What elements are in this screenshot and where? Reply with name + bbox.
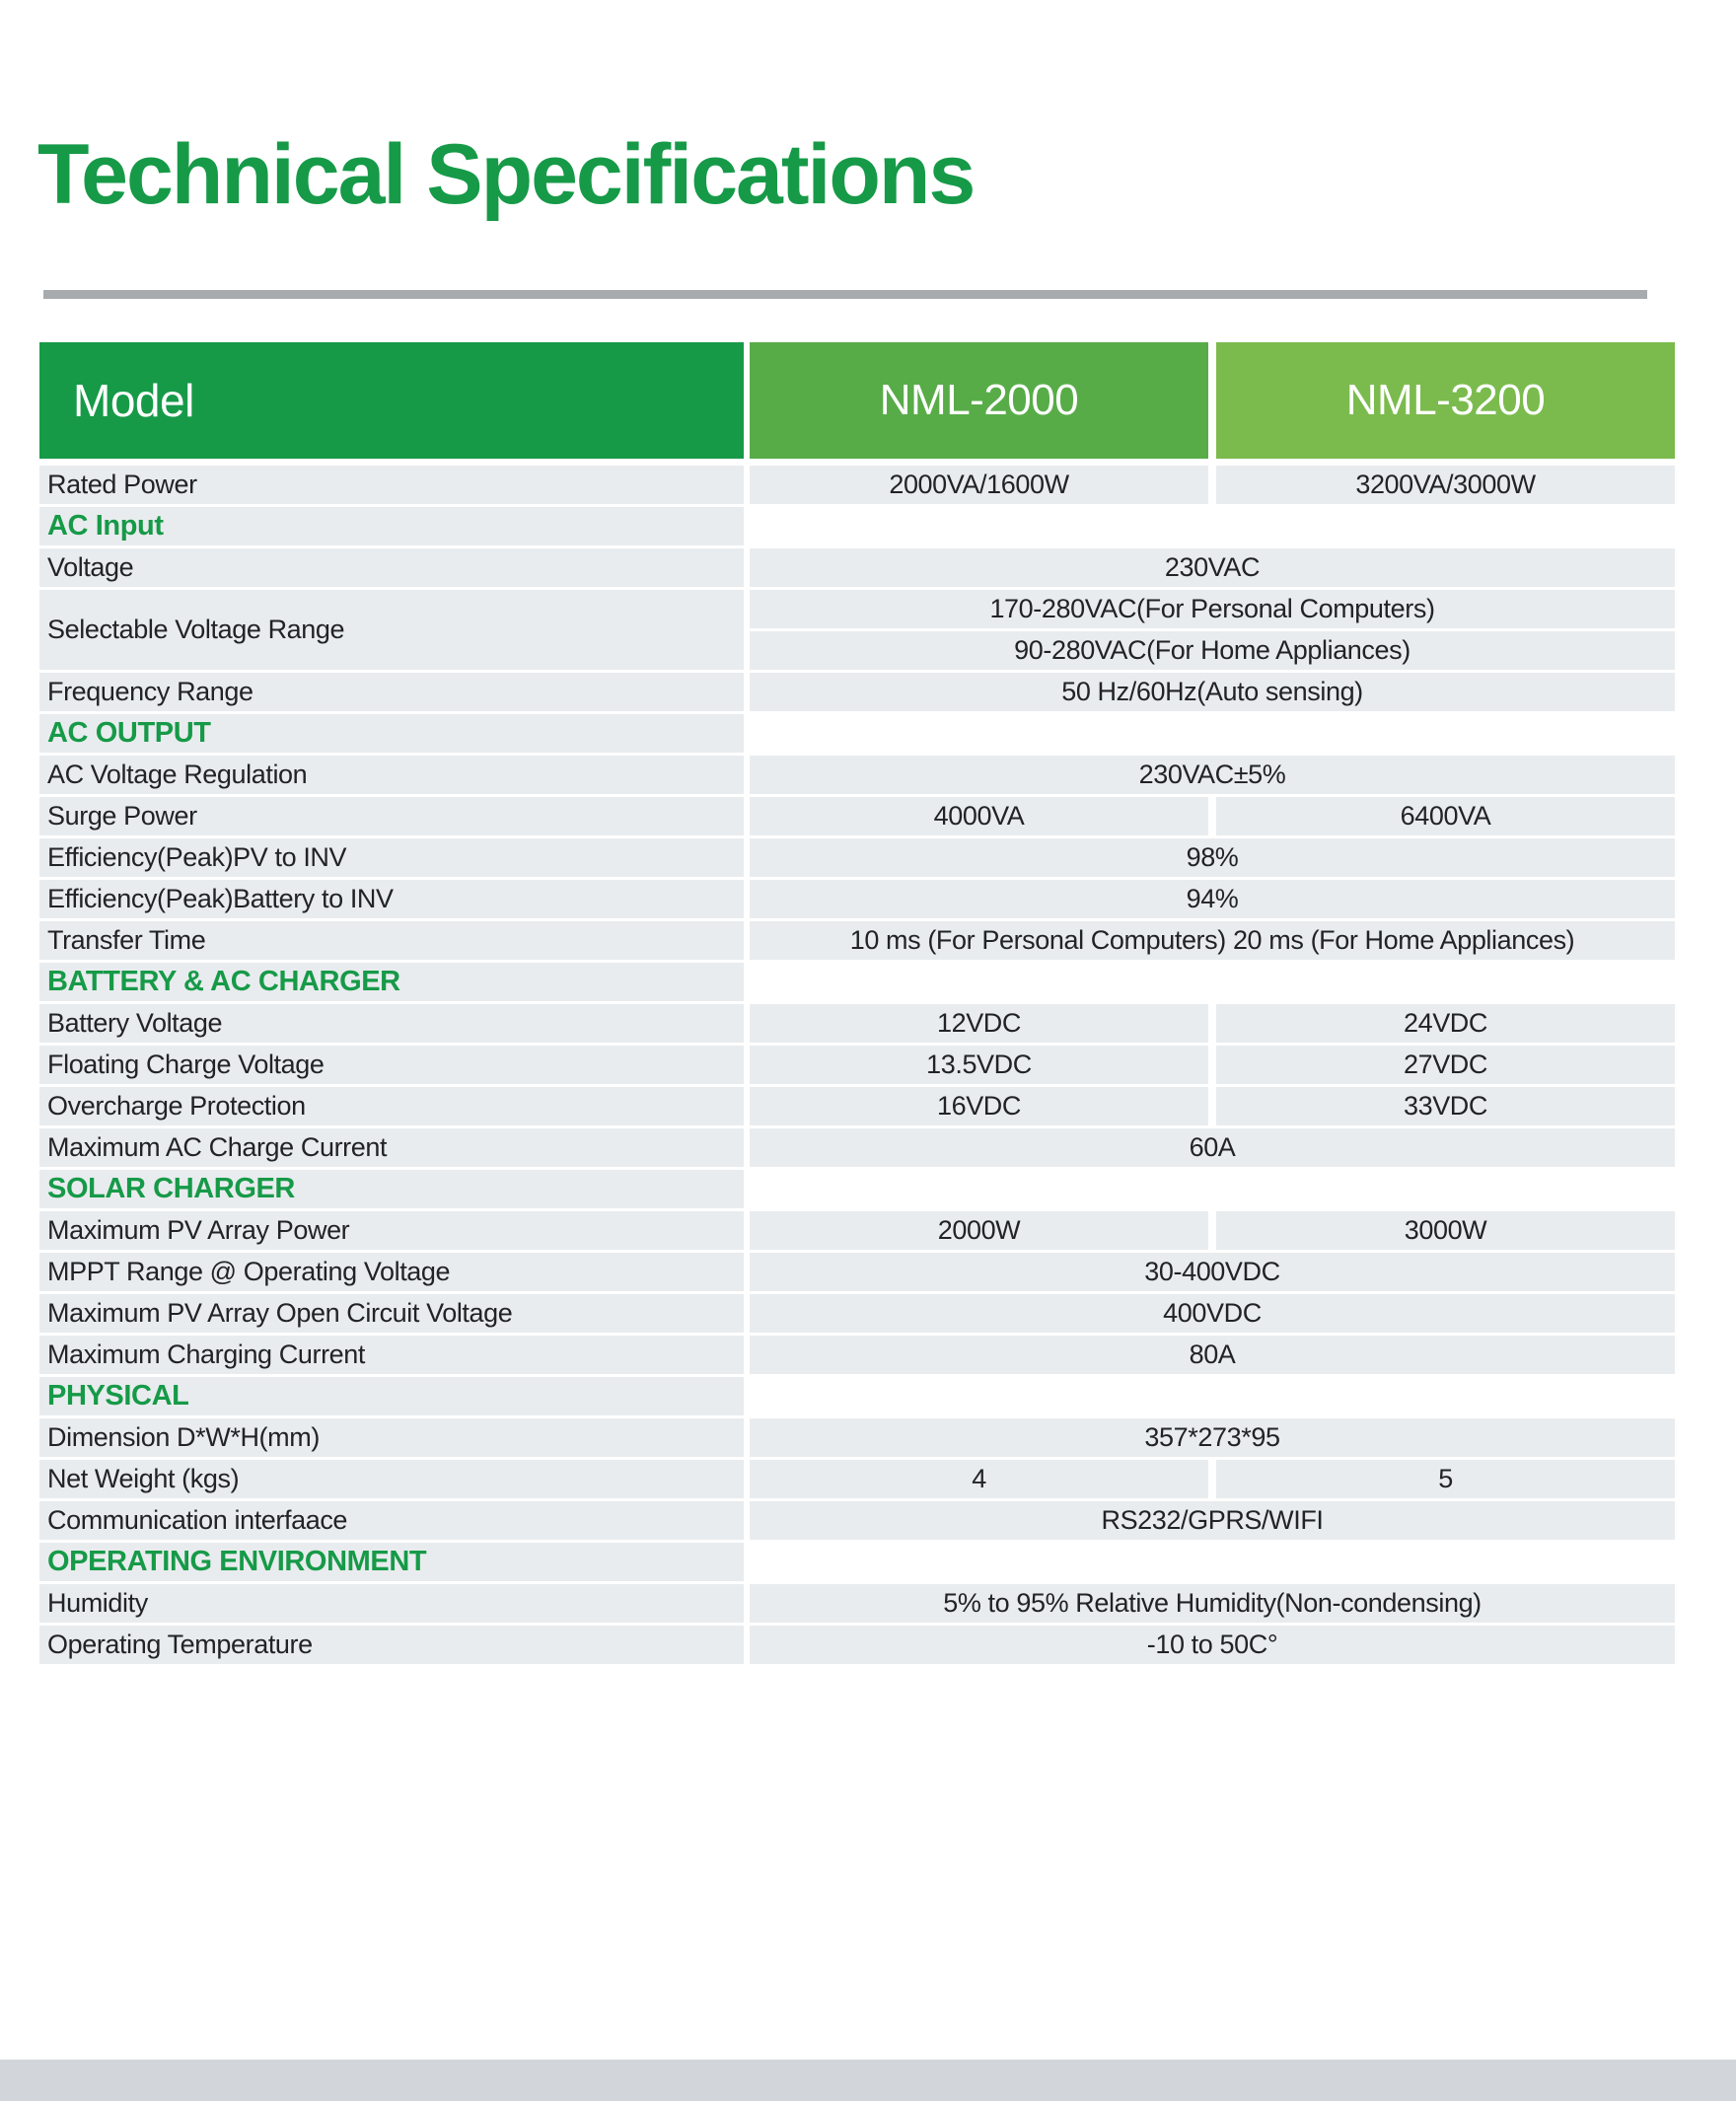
- row-values: [750, 921, 1675, 960]
- row-label: Maximum AC Charge Current: [39, 1128, 744, 1167]
- value-nml-3200: 3000W: [1216, 1211, 1675, 1250]
- row-label: Dimension D*W*H(mm): [39, 1418, 744, 1457]
- spec-row: [39, 590, 1675, 670]
- value-merged: 400VDC: [750, 1294, 1675, 1333]
- value-merged: -10 to 50C°: [750, 1626, 1675, 1664]
- row-label: Humidity: [39, 1584, 744, 1623]
- section-label: BATTERY & AC CHARGER: [39, 963, 744, 1001]
- section-row: [39, 1377, 1675, 1415]
- row-values: [750, 1128, 1675, 1167]
- row-values: [750, 673, 1675, 711]
- value-nml-2000: 2000W: [750, 1211, 1208, 1250]
- section-label: PHYSICAL: [39, 1377, 744, 1415]
- spec-row: [39, 673, 1675, 711]
- value-merged: 94%: [750, 880, 1675, 918]
- row-values: [750, 1501, 1675, 1540]
- page-title: Technical Specifications: [37, 127, 975, 222]
- spec-row: [39, 1336, 1675, 1374]
- value-nml-2000: 4: [750, 1460, 1208, 1498]
- value-merged: RS232/GPRS/WIFI: [750, 1501, 1675, 1540]
- section-row: [39, 507, 1675, 545]
- row-values: [750, 838, 1675, 877]
- row-label: Voltage: [39, 548, 744, 587]
- spec-row: [39, 1087, 1675, 1125]
- spec-row: [39, 797, 1675, 835]
- spec-row: [39, 1004, 1675, 1043]
- value-merged: 98%: [750, 838, 1675, 877]
- value-merged: 230VAC: [750, 548, 1675, 587]
- row-values: [750, 590, 1675, 670]
- value-nml-3200: 27VDC: [1216, 1046, 1675, 1084]
- row-values: [750, 1211, 1675, 1250]
- value-nml-3200: 24VDC: [1216, 1004, 1675, 1043]
- value-merged: 90-280VAC(For Home Appliances): [750, 631, 1675, 670]
- value-nml-3200: 3200VA/3000W: [1216, 466, 1675, 504]
- row-values: [750, 1584, 1675, 1623]
- row-label: Transfer Time: [39, 921, 744, 960]
- spec-row: [39, 880, 1675, 918]
- spec-table: [39, 342, 1675, 1667]
- spec-row: [39, 1584, 1675, 1623]
- row-values: [750, 1294, 1675, 1333]
- value-nml-2000: 13.5VDC: [750, 1046, 1208, 1084]
- spec-row: [39, 838, 1675, 877]
- row-values: [750, 466, 1675, 504]
- row-values: [750, 1626, 1675, 1664]
- row-label: Net Weight (kgs): [39, 1460, 744, 1498]
- spec-row: [39, 1046, 1675, 1084]
- footer-bar: [0, 2060, 1736, 2101]
- spec-row: [39, 756, 1675, 794]
- section-row: [39, 1170, 1675, 1208]
- header-model-cell: Model: [39, 342, 744, 459]
- row-values: [750, 548, 1675, 587]
- spec-row: [39, 1501, 1675, 1540]
- spec-row: [39, 1294, 1675, 1333]
- section-label: OPERATING ENVIRONMENT: [39, 1543, 744, 1581]
- value-nml-2000: 4000VA: [750, 797, 1208, 835]
- header-nml-2000-cell: NML-2000: [750, 342, 1208, 459]
- row-values: [750, 1253, 1675, 1291]
- row-label: Maximum Charging Current: [39, 1336, 744, 1374]
- row-label: Efficiency(Peak)Battery to INV: [39, 880, 744, 918]
- spec-row: [39, 1211, 1675, 1250]
- value-merged: 80A: [750, 1336, 1675, 1374]
- row-values: [750, 797, 1675, 835]
- value-nml-3200: 33VDC: [1216, 1087, 1675, 1125]
- section-label: AC Input: [39, 507, 744, 545]
- row-label: MPPT Range @ Operating Voltage: [39, 1253, 744, 1291]
- table-header-row: [39, 342, 1675, 459]
- spec-row: [39, 1418, 1675, 1457]
- row-values: [750, 1460, 1675, 1498]
- row-label: Frequency Range: [39, 673, 744, 711]
- row-label: Communication interfaace: [39, 1501, 744, 1540]
- header-nml-3200-cell: NML-3200: [1216, 342, 1675, 459]
- row-values: [750, 1004, 1675, 1043]
- value-merged: 50 Hz/60Hz(Auto sensing): [750, 673, 1675, 711]
- row-values: [750, 1418, 1675, 1457]
- spec-table-body: [39, 466, 1675, 1664]
- value-nml-3200: 6400VA: [1216, 797, 1675, 835]
- row-values: [750, 1336, 1675, 1374]
- value-nml-2000: 12VDC: [750, 1004, 1208, 1043]
- row-label: Selectable Voltage Range: [39, 590, 744, 670]
- spec-row: [39, 466, 1675, 504]
- title-divider: [43, 290, 1647, 299]
- row-label: Rated Power: [39, 466, 744, 504]
- section-label: SOLAR CHARGER: [39, 1170, 744, 1208]
- row-label: Floating Charge Voltage: [39, 1046, 744, 1084]
- row-label: Battery Voltage: [39, 1004, 744, 1043]
- row-values: [750, 880, 1675, 918]
- value-nml-3200: 5: [1216, 1460, 1675, 1498]
- row-label: AC Voltage Regulation: [39, 756, 744, 794]
- spec-row: [39, 921, 1675, 960]
- row-label: Maximum PV Array Power: [39, 1211, 744, 1250]
- row-label: Maximum PV Array Open Circuit Voltage: [39, 1294, 744, 1333]
- value-merged: 30-400VDC: [750, 1253, 1675, 1291]
- value-nml-2000: 16VDC: [750, 1087, 1208, 1125]
- section-row: [39, 963, 1675, 1001]
- spec-row: [39, 1253, 1675, 1291]
- row-label: Surge Power: [39, 797, 744, 835]
- row-label: Efficiency(Peak)PV to INV: [39, 838, 744, 877]
- row-values: [750, 756, 1675, 794]
- value-merged: 170-280VAC(For Personal Computers): [750, 590, 1675, 628]
- spec-row: [39, 548, 1675, 587]
- spec-row: [39, 1128, 1675, 1167]
- value-merged: 60A: [750, 1128, 1675, 1167]
- row-values: [750, 1087, 1675, 1125]
- section-label: AC OUTPUT: [39, 714, 744, 753]
- value-merged: 357*273*95: [750, 1418, 1675, 1457]
- spec-row: [39, 1460, 1675, 1498]
- spec-row: [39, 1626, 1675, 1664]
- row-label: Operating Temperature: [39, 1626, 744, 1664]
- value-merged: 5% to 95% Relative Humidity(Non-condensing): [750, 1584, 1675, 1623]
- section-row: [39, 714, 1675, 753]
- value-nml-2000: 2000VA/1600W: [750, 466, 1208, 504]
- value-merged: 10 ms (For Personal Computers) 20 ms (For Home Appliances): [750, 921, 1675, 960]
- row-label: Overcharge Protection: [39, 1087, 744, 1125]
- section-row: [39, 1543, 1675, 1581]
- row-values: [750, 1046, 1675, 1084]
- value-merged: 230VAC±5%: [750, 756, 1675, 794]
